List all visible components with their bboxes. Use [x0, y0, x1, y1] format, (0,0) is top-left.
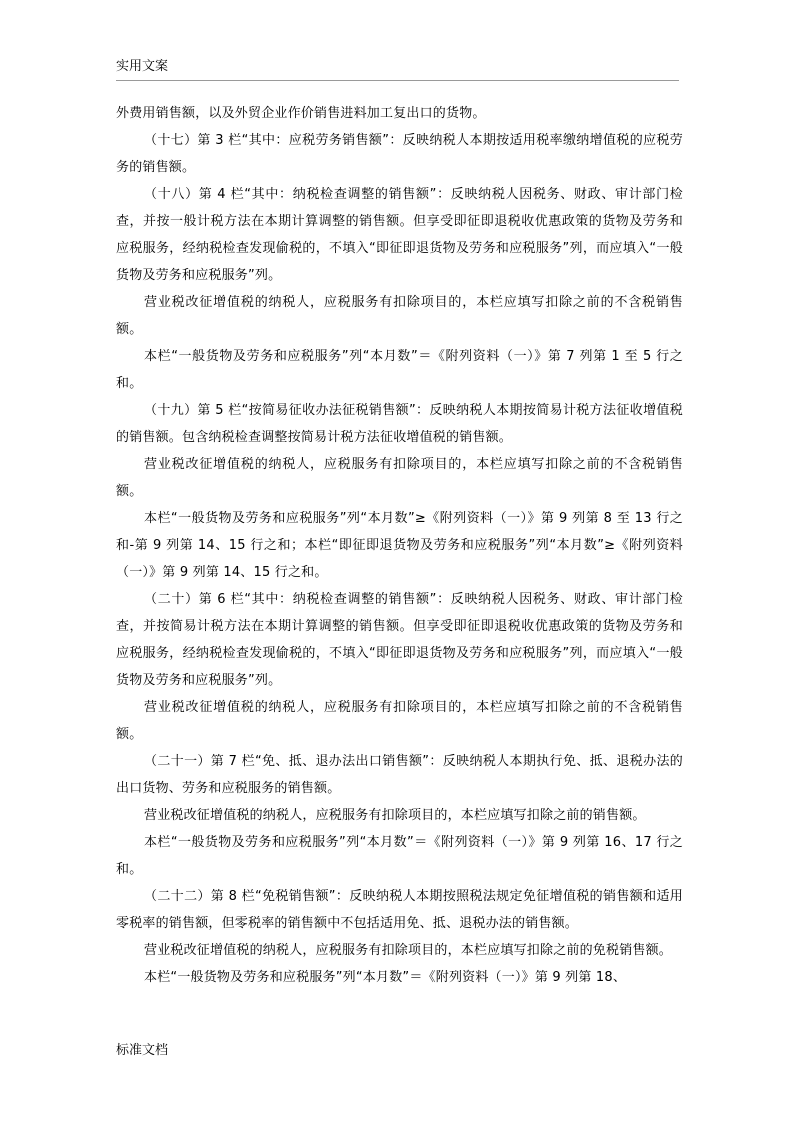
paragraph: （十八）第 4 栏“其中：纳税检查调整的销售额”：反映纳税人因税务、财政、审计部门检查，并按一般计税方法在本期计算调整的销售额。但享受即征即退税收优惠政策的货物及劳务和应税服务，经纳税检查发现偷税的，不填入“即征即退货物及劳务和应税服务”列，而应填入“一般货物及劳务和应税服务”列。 [116, 187, 683, 283]
paragraph: 营业税改征增值税的纳税人，应税服务有扣除项目的，本栏应填写扣除之前的免税销售额。 [144, 943, 673, 958]
paragraph: 本栏“一般货物及劳务和应税服务”列“本月数”＝《附列资料（一）》第 9 列第 18、 [144, 970, 627, 985]
paragraph: 本栏“一般货物及劳务和应税服务”列“本月数”＝《附列资料（一）》第 7 列第 1 至 5 行之和。 [116, 349, 683, 391]
paragraph: 营业税改征增值税的纳税人，应税服务有扣除项目的，本栏应填写扣除之前的不含税销售额。 [116, 457, 683, 499]
paragraph: 本栏“一般货物及劳务和应税服务”列“本月数”≥《附列资料（一）》第 9 列第 8 至 13 行之和-第 9 列第 14、15 行之和；本栏“即征即退货物及劳务和应税服务”列“本月数”≥《附列资料（一）》第 9 列第 14、15 行之和。 [116, 511, 683, 580]
page-header: 实用文案 [116, 59, 169, 74]
paragraph: （十九）第 5 栏“按简易征收办法征税销售额”：反映纳税人本期按简易计税方法征收增值税的销售额。包含纳税检查调整按简易计税方法征收增值税的销售额。 [116, 403, 683, 445]
paragraph: （二十）第 6 栏“其中：纳税检查调整的销售额”：反映纳税人因税务、财政、审计部门检查，并按简易计税方法在本期计算调整的销售额。但享受即征即退税收优惠政策的货物及劳务和应税服务，经纳税检查发现偷税的，不填入“即征即退货物及劳务和应税服务”列，而应填入“一般货物及劳务和应税服务”列。 [116, 592, 683, 688]
document-body [116, 100, 683, 991]
page-footer: 标准文档 [116, 1043, 169, 1058]
paragraph: （二十二）第 8 栏“免税销售额”：反映纳税人本期按照税法规定免征增值税的销售额和适用零税率的销售额，但零税率的销售额中不包括适用免、抵、退税办法的销售额。 [116, 889, 683, 931]
paragraph: （十七）第 3 栏“其中：应税劳务销售额”：反映纳税人本期按适用税率缴纳增值税的应税劳务的销售额。 [116, 133, 683, 175]
paragraph-continuation: 外费用销售额，以及外贸企业作价销售进料加工复出口的货物。 [116, 106, 486, 121]
paragraph: 营业税改征增值税的纳税人，应税服务有扣除项目的，本栏应填写扣除之前的不含税销售额。 [116, 295, 683, 337]
paragraph: （二十一）第 7 栏“免、抵、退办法出口销售额”：反映纳税人本期执行免、抵、退税办法的出口货物、劳务和应税服务的销售额。 [116, 754, 683, 796]
paragraph: 本栏“一般货物及劳务和应税服务”列“本月数”＝《附列资料（一）》第 9 列第 16、17 行之和。 [116, 835, 683, 877]
paragraph: 营业税改征增值税的纳税人，应税服务有扣除项目的，本栏应填写扣除之前的销售额。 [144, 808, 646, 823]
header-divider [116, 80, 679, 81]
paragraph: 营业税改征增值税的纳税人，应税服务有扣除项目的，本栏应填写扣除之前的不含税销售额。 [116, 700, 683, 742]
